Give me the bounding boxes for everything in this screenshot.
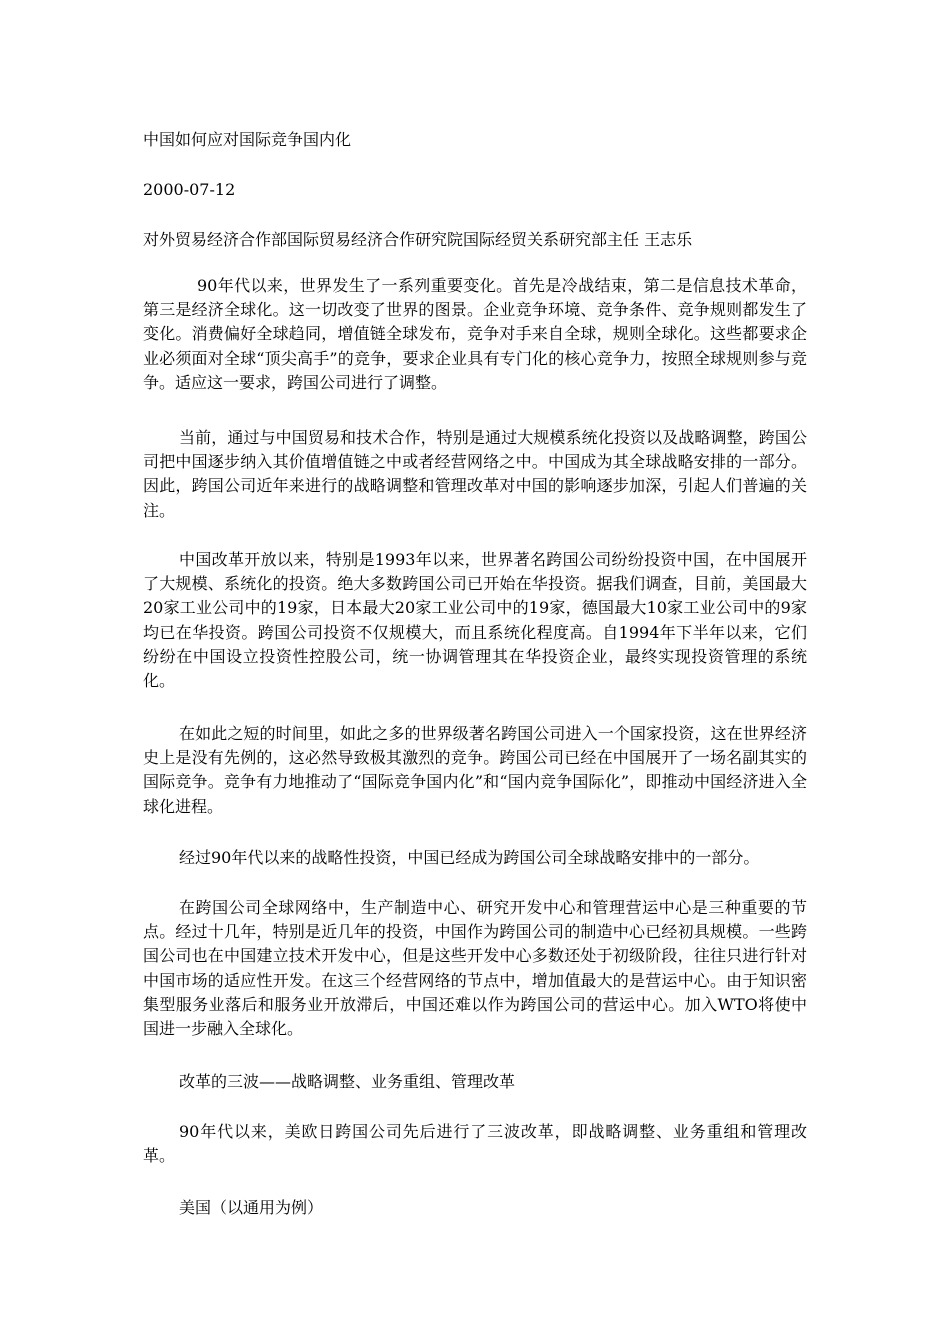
paragraph-7: 90年代以来，美欧日跨国公司先后进行了三波改革，即战略调整、业务重组和管理改革。	[143, 1122, 807, 1166]
paragraph-2: 当前，通过与中国贸易和技术合作，特别是通过大规模系统化投资以及战略调整，跨国公司把中国逐步纳入其价值增值链之中或者经营网络之中。中国成为其全球战略安排的一部分。因此，跨国公司近年来进行的战略调整和管理改革对中国的影响逐步加深，引起人们普遍的关注。	[143, 428, 807, 520]
paragraph-5: 经过90年代以来的战略性投资，中国已经成为跨国公司全球战略安排中的一部分。	[179, 848, 760, 867]
paragraph-3: 中国改革开放以来，特别是1993年以来，世界著名跨国公司纷纷投资中国，在中国展开了大规模、系统化的投资。绝大多数跨国公司已开始在华投资。据我们调查，目前，美国最大20家工业公司中的19家，日本最大20家工业公司中的19家，德国最大10家工业公司中的9家均已在华投资。跨国公司投资不仅规模大，而且系统化程度高。自1994年下半年以来，它们纷纷在中国设立投资性控股公司，统一协调管理其在华投资企业，最终实现投资管理的系统化。	[143, 550, 807, 691]
document-date: 2000-07-12	[143, 180, 236, 199]
paragraph-1: 90年代以来，世界发生了一系列重要变化。首先是冷战结束，第二是信息技术革命，第三是经济全球化。这一切改变了世界的图景。企业竞争环境、竞争条件、竞争规则都发生了变化。消费偏好全球趋同，增值链全球发布，竞争对手来自全球，规则全球化。这些都要求企业必须面对全球“顶尖高手”的竞争，要求企业具有专门化的核心竞争力，按照全球规则参与竞争。适应这一要求，跨国公司进行了调整。	[143, 276, 807, 392]
paragraph-4: 在如此之短的时间里，如此之多的世界级著名跨国公司进入一个国家投资，这在世界经济史上是没有先例的，这必然导致极其激烈的竞争。跨国公司已经在中国展开了一场名副其实的国际竞争。竞争有力地推动了“国际竞争国内化”和“国内竞争国际化”，即推动中国经济进入全球化进程。	[143, 724, 807, 816]
section-heading: 改革的三波——战略调整、业务重组、管理改革	[179, 1072, 516, 1091]
author-line: 对外贸易经济合作部国际贸易经济合作研究院国际经贸关系研究部主任 王志乐	[143, 230, 693, 249]
paragraph-6: 在跨国公司全球网络中，生产制造中心、研究开发中心和管理营运中心是三种重要的节点。经过十几年，特别是近几年的投资，中国作为跨国公司的制造中心已经初具规模。一些跨国公司也在中国建立技术开发中心，但是这些开发中心多数还处于初级阶段，往往只进行针对中国市场的适应性开发。在这三个经营网络的节点中，增加值最大的是营运中心。由于知识密集型服务业落后和服务业开放滞后，中国还难以作为跨国公司的营运中心。加入WTO将使中国进一步融入全球化。	[143, 898, 807, 1039]
document-title: 中国如何应对国际竞争国内化	[143, 130, 352, 149]
subsection-heading: 美国（以通用为例）	[179, 1198, 324, 1217]
